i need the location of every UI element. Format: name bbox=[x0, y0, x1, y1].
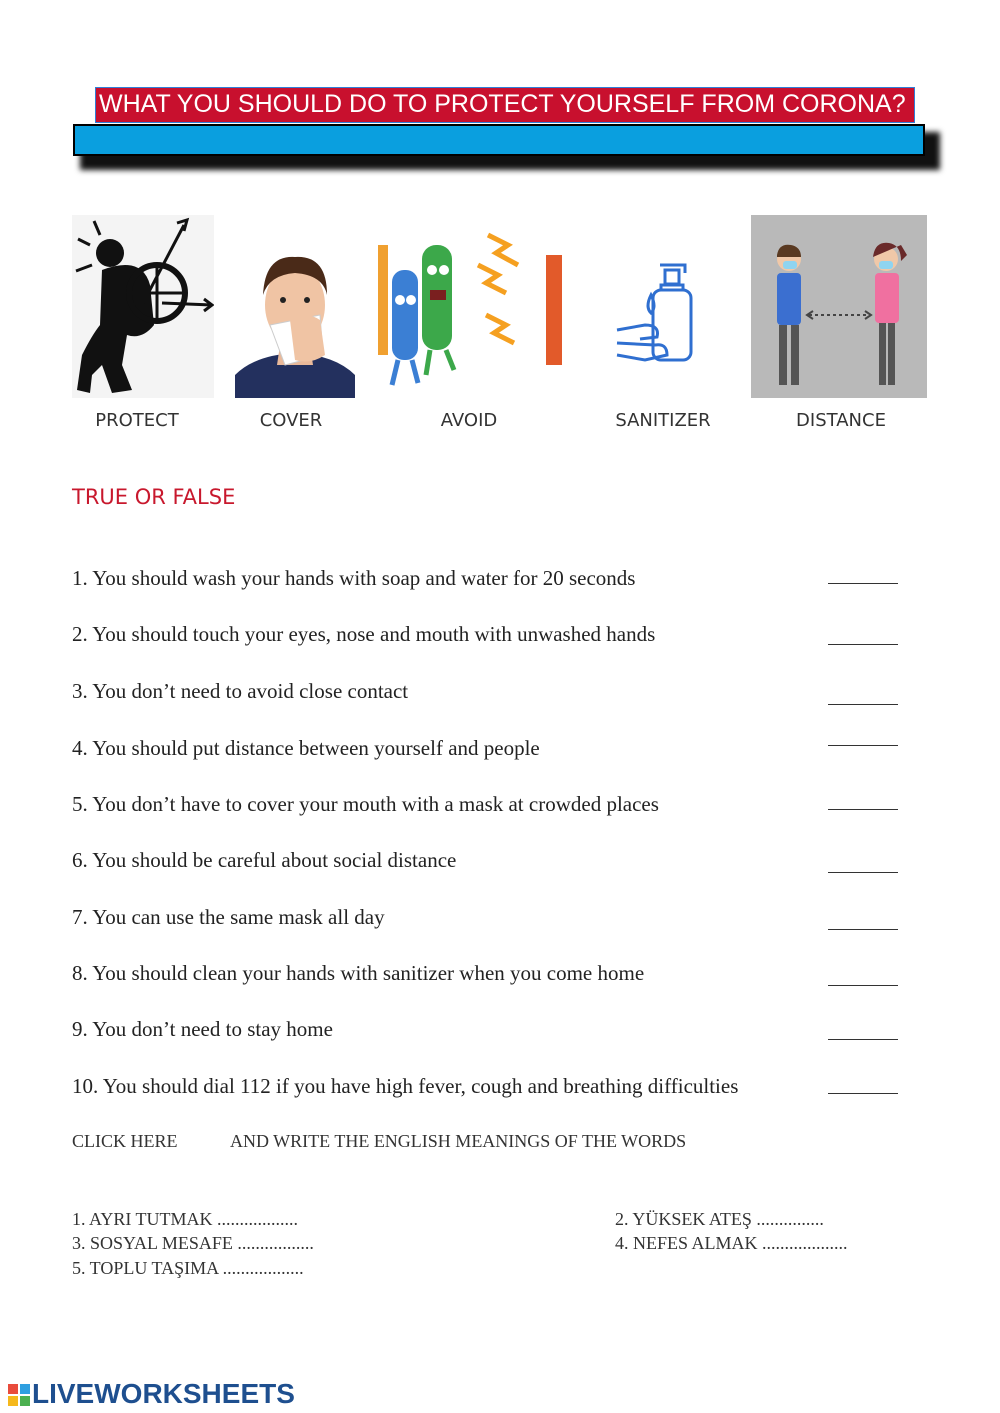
sanitizer-hand-icon bbox=[605, 215, 705, 398]
question-8: 8. You should clean your hands with sanitizer when you come home bbox=[72, 961, 645, 985]
answer-blank-4[interactable] bbox=[828, 745, 898, 746]
question-10: 10. You should dial 112 if you have high fever, cough and breathing difficulties bbox=[72, 1074, 739, 1098]
protect-figure-icon bbox=[72, 215, 214, 398]
answer-blank-10[interactable] bbox=[828, 1093, 898, 1094]
answer-blank-3[interactable] bbox=[828, 704, 898, 705]
word-item-5: 5. TOPLU TAŞIMA .................. bbox=[72, 1258, 304, 1278]
word-item-1: 1. AYRI TUTMAK .................. bbox=[72, 1209, 299, 1229]
banner-underlay bbox=[73, 124, 925, 156]
instruction-text: AND WRITE THE ENGLISH MEANINGS OF THE WORDS bbox=[230, 1131, 687, 1151]
answer-blank-5[interactable] bbox=[828, 809, 898, 810]
question-7: 7. You can use the same mask all day bbox=[72, 905, 385, 929]
cover-face-icon bbox=[235, 215, 355, 398]
word-item-3: 3. SOSYAL MESAFE ................. bbox=[72, 1233, 314, 1253]
page-title: WHAT YOU SHOULD DO TO PROTECT YOURSELF FROM CORONA? bbox=[95, 87, 915, 123]
answer-blank-7[interactable] bbox=[828, 929, 898, 930]
answer-blank-8[interactable] bbox=[828, 985, 898, 986]
caption-avoid: AVOID bbox=[440, 410, 498, 431]
caption-protect: PROTECT bbox=[95, 410, 179, 431]
question-9: 9. You don’t need to stay home bbox=[72, 1017, 333, 1041]
word-item-4: 4. NEFES ALMAK ................... bbox=[615, 1233, 848, 1253]
caption-cover: COVER bbox=[259, 410, 323, 431]
question-1: 1. You should wash your hands with soap and water for 20 seconds bbox=[72, 566, 636, 590]
answer-blank-1[interactable] bbox=[828, 583, 898, 584]
question-4: 4. You should put distance between yourself and people bbox=[72, 736, 540, 760]
question-3: 3. You don’t need to avoid close contact bbox=[72, 679, 409, 703]
brand-logo: LIVEWORKSHEETS bbox=[32, 1378, 295, 1409]
caption-sanitizer: SANITIZER bbox=[615, 410, 711, 431]
liveworksheets-logo-icon bbox=[8, 1384, 30, 1406]
answer-blank-6[interactable] bbox=[828, 872, 898, 873]
section-heading: TRUE OR FALSE bbox=[72, 485, 236, 509]
question-2: 2. You should touch your eyes, nose and mouth with unwashed hands bbox=[72, 622, 656, 646]
answer-blank-2[interactable] bbox=[828, 644, 898, 645]
caption-distance: DISTANCE bbox=[796, 410, 886, 431]
avoid-germs-icon bbox=[378, 215, 562, 398]
word-item-2: 2. YÜKSEK ATEŞ ............... bbox=[615, 1209, 824, 1229]
social-distance-icon bbox=[751, 215, 927, 398]
click-here-link[interactable]: CLICK HERE bbox=[72, 1131, 178, 1151]
question-5: 5. You don’t have to cover your mouth with a mask at crowded places bbox=[72, 792, 659, 816]
question-6: 6. You should be careful about social distance bbox=[72, 848, 457, 872]
answer-blank-9[interactable] bbox=[828, 1039, 898, 1040]
